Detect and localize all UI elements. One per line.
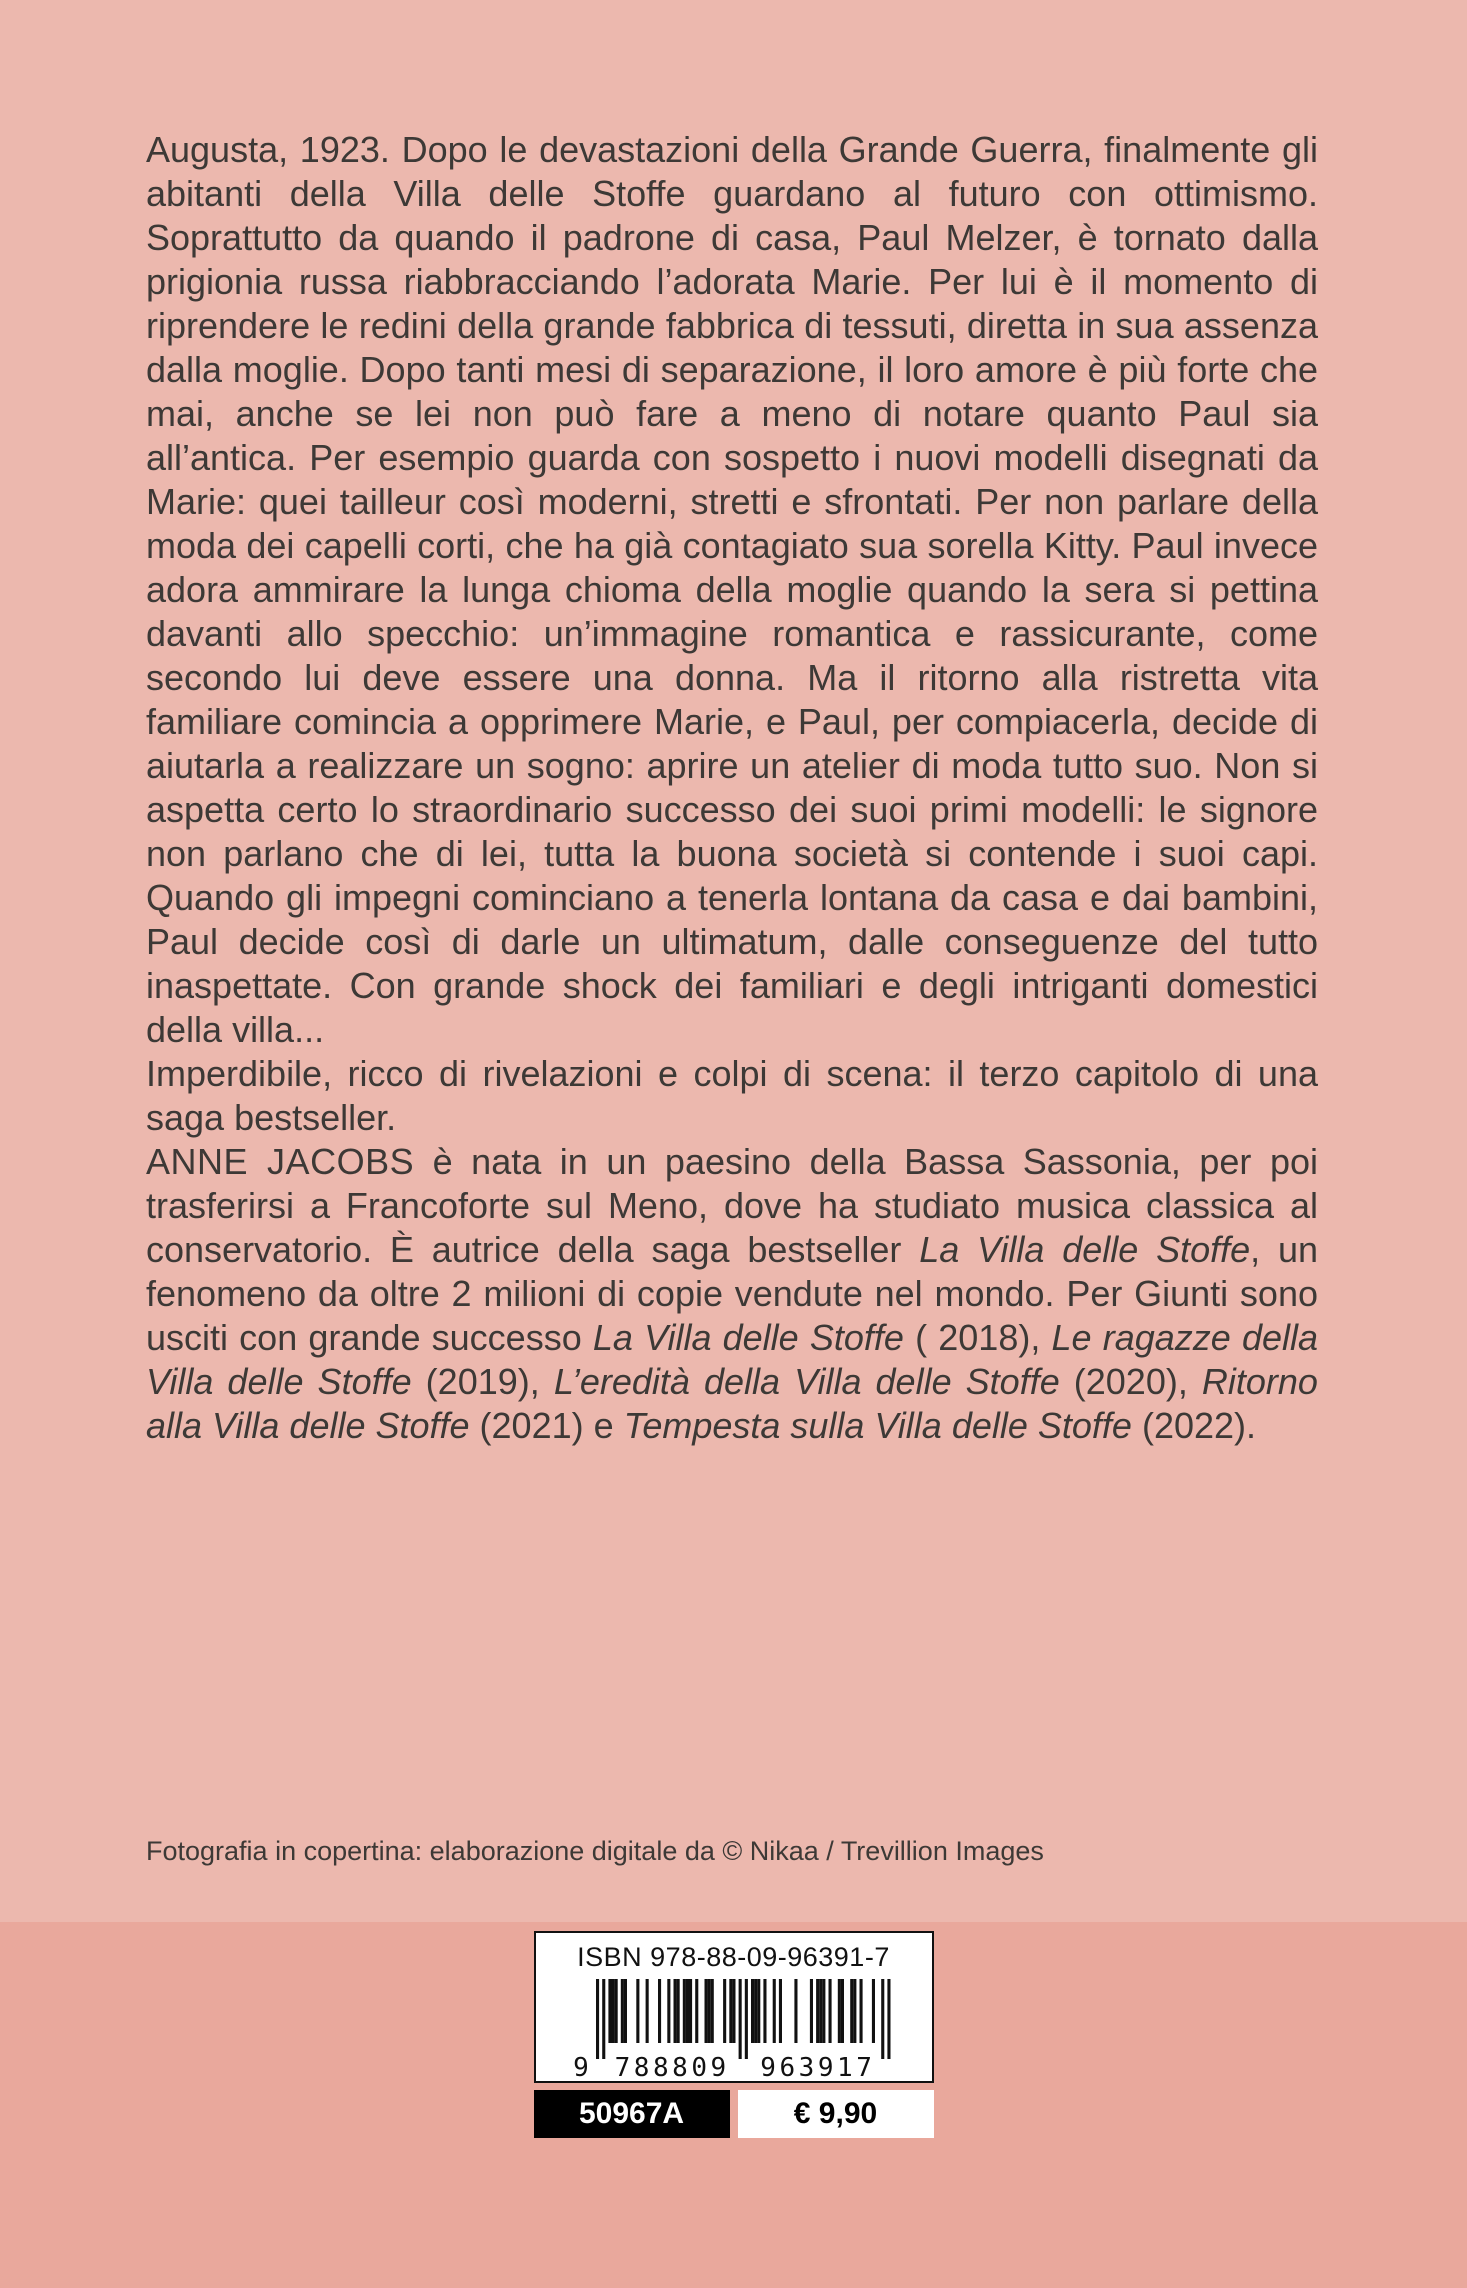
svg-text:788809: 788809: [614, 2053, 726, 2079]
bio-run: , un fenomeno da oltre 2 milioni di copie vendute nel mondo. Per Giunti sono usciti con grande successo: [146, 1229, 1319, 1358]
bio-run: Le ragazze della Villa delle Stoffe: [146, 1317, 1319, 1402]
svg-text:963917: 963917: [759, 2053, 872, 2079]
bio-run: (2020),: [1059, 1361, 1202, 1402]
bio-run: (2019),: [411, 1361, 554, 1402]
isbn-number: ISBN 978-88-09-96391-7: [577, 1942, 890, 1972]
price-row: [534, 2090, 934, 2138]
bio-run: Tempesta sulla Villa delle Stoffe: [623, 1405, 1132, 1446]
svg-text:9: 9: [572, 2053, 589, 2079]
isbn-box: [534, 1931, 934, 2083]
photo-credit: Fotografia in copertina: elaborazione digitale da © Nikaa / Trevillion Images: [146, 1836, 1044, 1866]
bio-run: La Villa delle Stoffe: [919, 1229, 1251, 1270]
bio-run: ( 2018),: [903, 1317, 1052, 1358]
ean13-barcode: [564, 1979, 904, 2079]
bio-run: La Villa delle Stoffe: [592, 1317, 904, 1358]
price: € 9,90: [738, 2090, 934, 2138]
bio-run: L’eredità della Villa delle Stoffe: [553, 1361, 1060, 1402]
synopsis-tagline: Imperdibile, ricco di rivelazioni e colpi di scena: il terzo capitolo di una saga bestseller.: [146, 1053, 1318, 1138]
bio-run: (2021) e: [469, 1405, 624, 1446]
synopsis-paragraph: Augusta, 1923. Dopo le devastazioni della Grande Guerra, finalmente gli abitanti della Villa delle Stoffe guardano al futuro con ottimismo. Soprattutto da quando il padrone di casa, Paul Melzer, è tornato dalla prigionia russa riabbracciando l’adorata Marie. Per lui è il momento di riprendere le redini della grande fabbrica di tessuti, diretta in sua assenza dalla moglie. Dopo tanti mesi di separazione, il loro amore è più forte che mai, anche se lei non può fare a meno di notare quanto Paul sia all’antica. Per esempio guarda con sospetto i nuovi modelli disegnati da Marie: quei tailleur così moderni, stretti e sfrontati. Per non parlare della moda dei capelli corti, che ha già contagiato sua sorella Kitty. Paul invece adora ammirare la lunga chioma della moglie quando la sera si pettina davanti allo specchio: un’immagine romantica e rassicurante, come secondo lui deve essere una donna. Ma il ritorno alla ristretta vita familiare comincia a opprimere Marie, e Paul, per compiacerla, decide di aiutarla a realizzare un sogno: aprire un atelier di moda tutto suo. Non si aspetta certo lo straordinario successo dei suoi primi modelli: le signore non parlano che di lei, tutta la buona società si contende i suoi capi. Quando gli impegni cominciano a tenerla lontana da casa e dai bambini, Paul decide così di darle un ultimatum, dalle conseguenze del tutto inaspettate. Con grande shock dei familiari e degli intriganti domestici della villa...: [146, 129, 1318, 1050]
edition-code: 50967A: [534, 2090, 730, 2138]
bio-run: ANNE JACOBS: [146, 1141, 415, 1182]
bio-run: (2022).: [1131, 1405, 1257, 1446]
bio-run: Ritorno alla Villa delle Stoffe: [146, 1361, 1318, 1446]
back-cover-text: [146, 128, 1318, 1448]
author-bio: [146, 1140, 1318, 1448]
isbn-block: [534, 1931, 934, 2138]
bio-run: è nata in un paesino della Bassa Sassonia, per poi trasferirsi a Francoforte sul Meno, dove ha studiato musica classica al conservatorio. È autrice della saga bestseller: [146, 1141, 1318, 1270]
